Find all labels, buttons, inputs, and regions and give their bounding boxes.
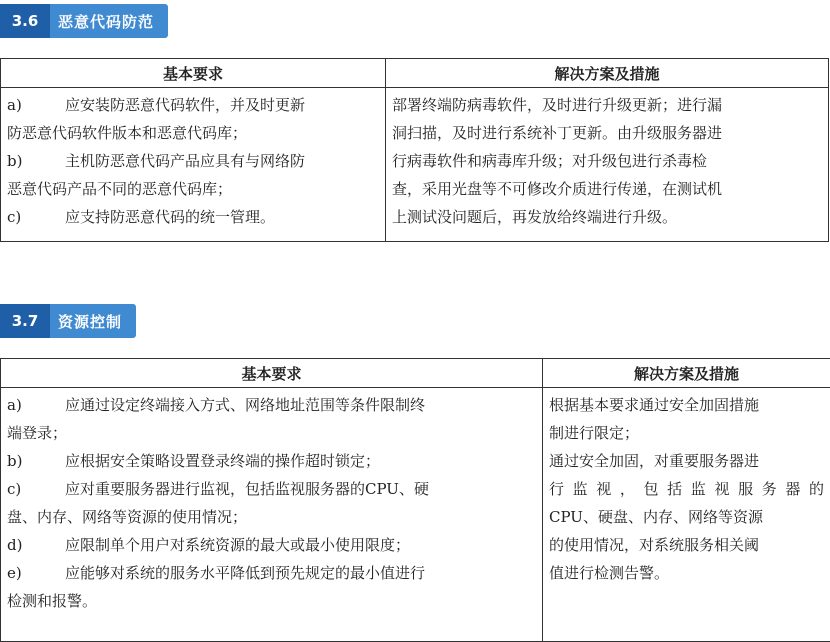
item-text: 主机防恶意代码产品应具有与网络防: [65, 152, 305, 170]
item-text: 恶意代码产品不同的恶意代码库；: [7, 180, 232, 198]
section-heading-badge: [0, 4, 168, 38]
solution-line: 行病毒软件和病毒库升级；对升级包进行杀毒检: [392, 147, 822, 175]
solution-line: CPU、硬盘、内存、网络等资源: [549, 503, 824, 531]
item-text: 应能够对系统的服务水平降低到预先规定的最小值进行: [65, 564, 425, 582]
item-label: c): [7, 203, 65, 231]
table-row: [1, 388, 830, 642]
item-text: 应限制单个用户对系统资源的最大或最小使用限度；: [65, 536, 410, 554]
list-item: [7, 203, 379, 231]
solution-line: 行监视，包括监视服务器的: [549, 475, 824, 503]
solutions-cell: [386, 88, 829, 242]
list-item: [7, 531, 536, 559]
table-header-row: [1, 59, 829, 88]
header-solutions: 解决方案及措施: [386, 59, 829, 88]
requirements-table: [0, 58, 829, 242]
section-heading-badge: [0, 304, 136, 338]
solutions-cell: [543, 388, 830, 642]
requirements-table: [0, 358, 830, 642]
item-text: 应支持防恶意代码的统一管理。: [65, 208, 275, 226]
list-item: [7, 119, 379, 147]
section-title: 资源控制: [50, 304, 136, 338]
section-title: 恶意代码防范: [50, 4, 168, 38]
item-label: a): [7, 91, 65, 119]
requirements-cell: [1, 88, 386, 242]
list-item: [7, 559, 536, 587]
solution-line: 值进行检测告警。: [549, 559, 824, 587]
list-item: [7, 147, 379, 175]
list-item: [7, 447, 536, 475]
item-label: e): [7, 559, 65, 587]
item-text: 盘、内存、网络等资源的使用情况；: [7, 508, 247, 526]
list-item: [7, 475, 536, 503]
section-number: 3.7: [0, 304, 50, 338]
requirements-cell: [1, 388, 543, 642]
solution-line: 部署终端防病毒软件，及时进行升级更新；进行漏: [392, 91, 822, 119]
item-text: 检测和报警。: [7, 592, 97, 610]
item-text: 防恶意代码软件版本和恶意代码库；: [7, 124, 247, 142]
item-label: d): [7, 531, 65, 559]
solution-line: 通过安全加固，对重要服务器进: [549, 447, 824, 475]
header-requirements: 基本要求: [1, 359, 543, 388]
item-label: b): [7, 447, 65, 475]
solution-line: 根据基本要求通过安全加固措施: [549, 391, 824, 419]
list-item: [7, 419, 536, 447]
table-row: [1, 88, 829, 242]
list-item: [7, 91, 379, 119]
item-label: c): [7, 475, 65, 503]
item-label: b): [7, 147, 65, 175]
item-text: 应根据安全策略设置登录终端的操作超时锁定；: [65, 452, 380, 470]
item-text: 端登录；: [7, 424, 67, 442]
list-item: [7, 587, 536, 615]
header-solutions: 解决方案及措施: [543, 359, 830, 388]
section-number: 3.6: [0, 4, 50, 38]
item-text: 应通过设定终端接入方式、网络地址范围等条件限制终: [65, 396, 425, 414]
solution-line: 的使用情况，对系统服务相关阈: [549, 531, 824, 559]
item-label: a): [7, 391, 65, 419]
list-item: [7, 391, 536, 419]
item-text: 应安装防恶意代码软件，并及时更新: [65, 96, 305, 114]
solution-line: 制进行限定；: [549, 419, 824, 447]
solution-line: 洞扫描，及时进行系统补丁更新。由升级服务器进: [392, 119, 822, 147]
table-header-row: [1, 359, 830, 388]
list-item: [7, 503, 536, 531]
item-text: 应对重要服务器进行监视，包括监视服务器的CPU、硬: [65, 480, 429, 498]
list-item: [7, 175, 379, 203]
solution-line: 查，采用光盘等不可修改介质进行传递，在测试机: [392, 175, 822, 203]
header-requirements: 基本要求: [1, 59, 386, 88]
solution-line: 上测试没问题后，再发放给终端进行升级。: [392, 203, 822, 231]
